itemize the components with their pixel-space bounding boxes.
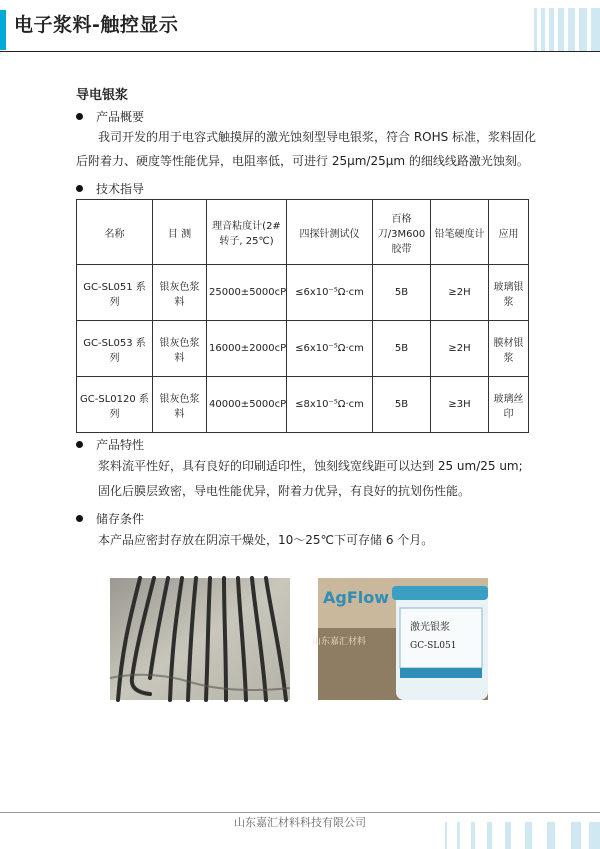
- page-title: 电子浆料-触控显示: [14, 14, 179, 36]
- table-cell: GC-SL053 系列: [77, 321, 153, 377]
- table-cell: 玻璃银浆: [489, 265, 529, 321]
- overview-heading: [76, 108, 144, 125]
- header-accent-bar: [0, 10, 6, 50]
- overview-line-2: 后附着力、硬度等性能优异，电阻率低，可进行 25μm/25μm 的细线线路激光蚀刻。: [76, 154, 529, 168]
- table-header-cell: 应用: [489, 200, 529, 265]
- footer-divider: [0, 812, 600, 813]
- footer-company: 山东嘉汇材料科技有限公司: [234, 816, 366, 829]
- table-header-cell: 理音粘度计(2#转子, 25℃): [207, 200, 287, 265]
- jar-label-model: GC-SL051: [410, 641, 457, 651]
- overview-heading-text: 产品概要: [96, 110, 145, 124]
- table-cell: 5B: [373, 377, 431, 433]
- product-jar-photo: [312, 578, 488, 700]
- storage-heading-text: 储存条件: [96, 512, 145, 526]
- table-header-cell: 四探针测试仪: [287, 200, 373, 265]
- table-cell: 5B: [373, 321, 431, 377]
- table-cell: ≥2H: [431, 321, 489, 377]
- table-cell: 银灰色浆料: [153, 321, 207, 377]
- table-cell: 膜材银浆: [489, 321, 529, 377]
- features-heading-text: 产品特性: [96, 438, 145, 452]
- table-row: [77, 377, 529, 433]
- brand-logo-text: AgFlow: [323, 588, 390, 607]
- header-divider: [0, 51, 600, 52]
- table-cell: 银灰色浆料: [153, 377, 207, 433]
- tech-heading: [76, 180, 144, 197]
- bullet-icon: [76, 113, 83, 120]
- footer-stripes-decoration: [445, 822, 600, 849]
- header-stripes-decoration: [534, 8, 600, 52]
- table-cell: 16000±2000cP: [207, 321, 287, 377]
- table-header-cell: 铅笔硬度计: [431, 200, 489, 265]
- bullet-icon: [76, 515, 83, 522]
- table-header-cell: 百格刀/3M600 胶带: [373, 200, 431, 265]
- table-header-cell: 名称: [77, 200, 153, 265]
- table-cell: GC-SL0120 系列: [77, 377, 153, 433]
- table-cell: 银灰色浆料: [153, 265, 207, 321]
- table-cell: ≤6x10⁻⁵Ω·cm: [287, 321, 373, 377]
- table-cell: 5B: [373, 265, 431, 321]
- features-heading: [76, 436, 144, 453]
- table-row: [77, 265, 529, 321]
- table-header-cell: 目 测: [153, 200, 207, 265]
- table-row: [77, 321, 529, 377]
- storage-heading: [76, 510, 144, 527]
- bullet-icon: [76, 185, 83, 192]
- overview-line-1: 我司开发的用于电容式触摸屏的激光蚀刻型导电银浆，符合 ROHS 标准，浆料固化: [98, 130, 537, 144]
- company-sign-text: 山东嘉汇材料: [312, 637, 367, 647]
- tech-heading-text: 技术指导: [96, 182, 145, 196]
- table-cell: GC-SL051 系列: [77, 265, 153, 321]
- table-header-row: [77, 200, 529, 265]
- bullet-icon: [76, 441, 83, 448]
- table-cell: 40000±5000cP: [207, 377, 287, 433]
- table-cell: ≥3H: [431, 377, 489, 433]
- features-line-2: 固化后膜层致密，导电性能优异，附着力优异，有良好的抗划伤性能。: [98, 484, 471, 498]
- section-title: 导电银浆: [76, 88, 129, 103]
- features-line-1: 浆料流平性好，具有良好的印刷适印性，蚀刻线宽线距可以达到 25 um/25 um;: [98, 459, 523, 473]
- table-cell: 25000±5000cP: [207, 265, 287, 321]
- etched-lines-photo: [110, 578, 290, 700]
- table-cell: 玻璃丝印: [489, 377, 529, 433]
- spec-table: [76, 199, 529, 433]
- table-cell: ≥2H: [431, 265, 489, 321]
- table-cell: ≤8x10⁻⁵Ω·cm: [287, 377, 373, 433]
- storage-line-1: 本产品应密封存放在阴凉干燥处，10～25℃下可存储 6 个月。: [98, 533, 434, 547]
- jar-label-title: 激光银浆: [410, 622, 450, 633]
- table-cell: ≤6x10⁻⁵Ω·cm: [287, 265, 373, 321]
